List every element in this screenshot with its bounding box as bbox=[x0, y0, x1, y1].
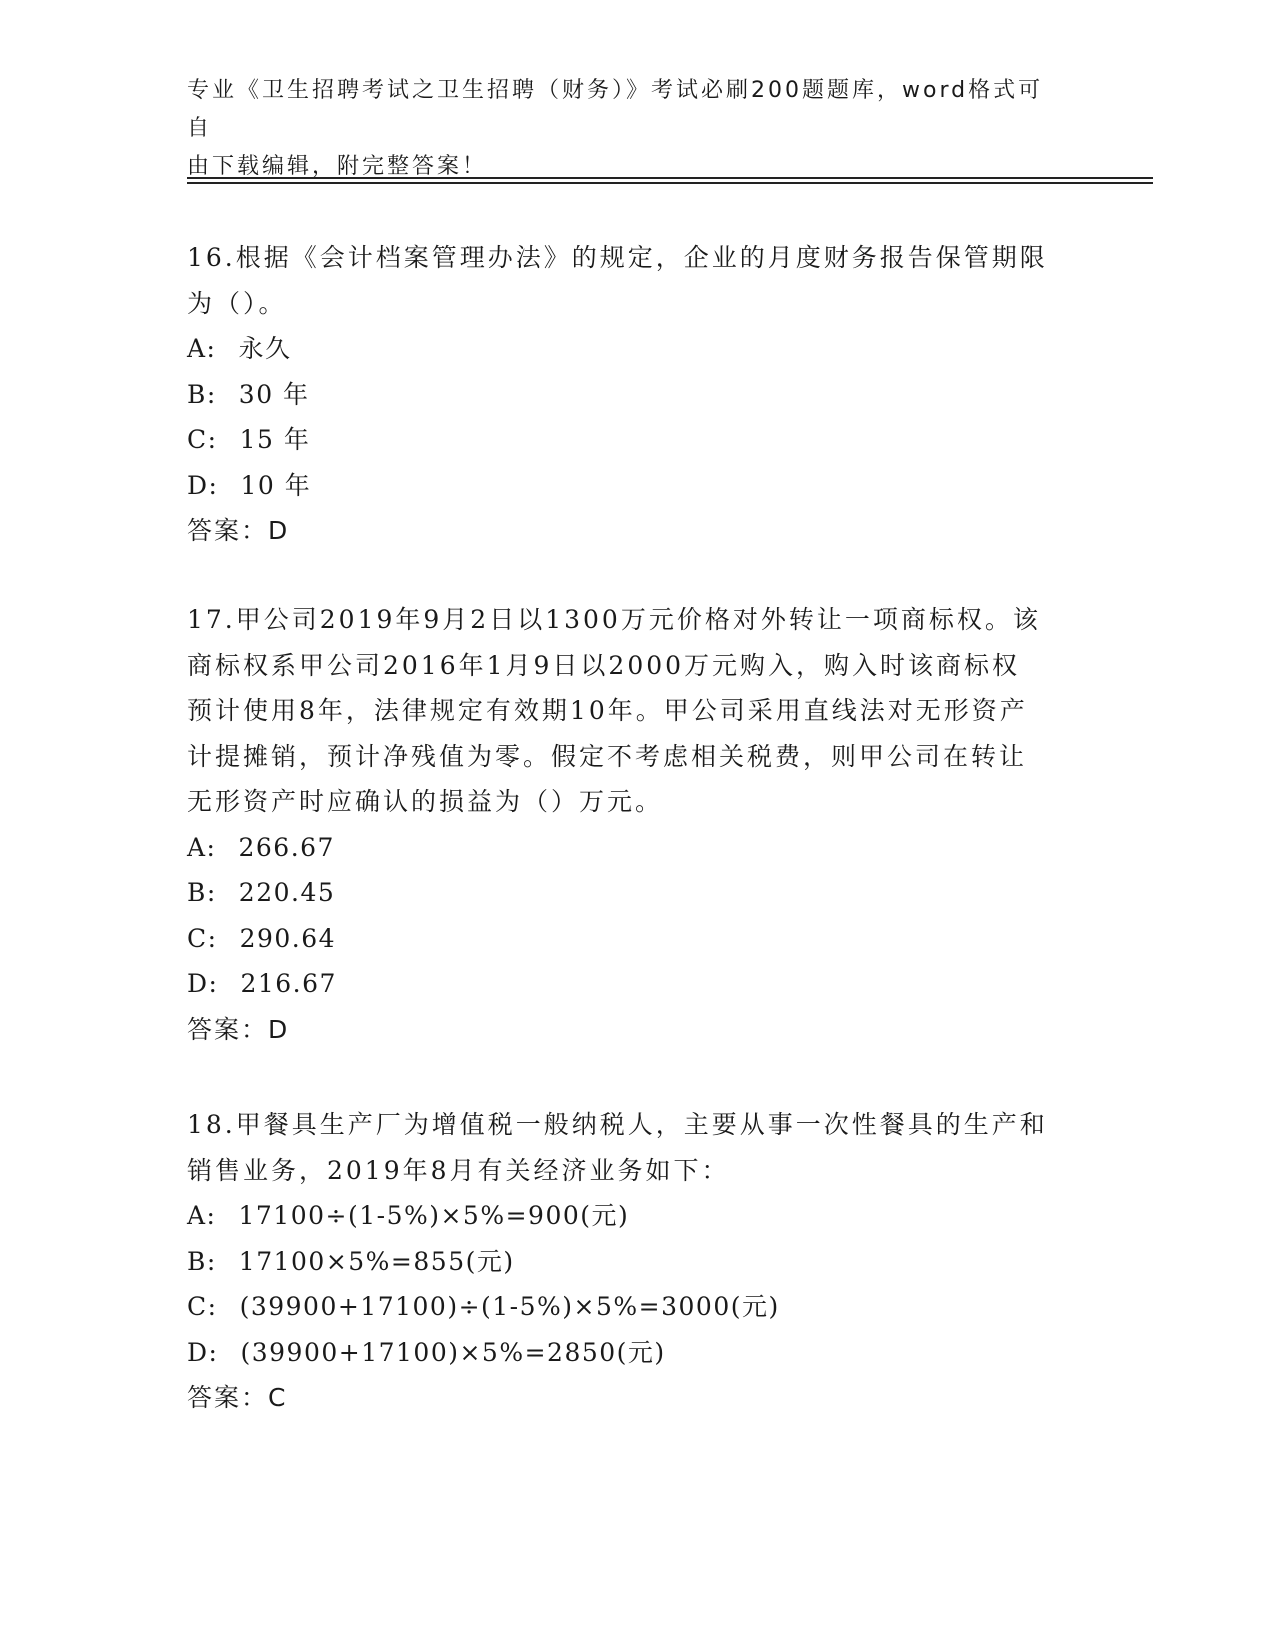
header-title-line-2: 由下载编辑，附完整答案！ bbox=[187, 154, 488, 179]
option-d bbox=[187, 1330, 1087, 1376]
option-text: (39900+17100)÷(1-5%)×5%=3000(元) bbox=[239, 1292, 780, 1321]
question-stem bbox=[187, 235, 1087, 326]
option-text: 216.67 bbox=[240, 969, 337, 998]
option-a bbox=[187, 825, 1087, 871]
option-a bbox=[187, 1193, 1087, 1239]
stem-line: 17.甲公司2019年9月2日以1300万元价格对外转让一项商标权。该 bbox=[187, 605, 1041, 634]
question-stem bbox=[187, 597, 1087, 825]
stem-line: 为（）。 bbox=[187, 288, 287, 318]
option-c bbox=[187, 417, 1087, 463]
option-letter: C: bbox=[187, 425, 218, 454]
option-letter: B: bbox=[187, 878, 217, 907]
header-divider-bottom bbox=[187, 182, 1153, 184]
answer-line: 答案：D bbox=[187, 516, 290, 545]
option-letter: A: bbox=[187, 1201, 217, 1230]
option-text: 290.64 bbox=[239, 923, 337, 953]
option-text: 30 年 bbox=[238, 379, 310, 409]
stem-line: 无形资产时应确认的损益为（）万元。 bbox=[187, 787, 664, 816]
option-text: 266.67 bbox=[238, 832, 335, 862]
stem-line: 销售业务，2019年8月有关经济业务如下： bbox=[187, 1155, 730, 1185]
option-c bbox=[187, 1284, 1087, 1330]
option-a bbox=[187, 326, 1087, 372]
option-letter: A: bbox=[187, 832, 217, 862]
stem-line: 18.甲餐具生产厂为增值税一般纳税人，主要从事一次性餐具的生产和 bbox=[187, 1110, 1048, 1139]
option-b bbox=[187, 870, 1087, 916]
question-stem bbox=[187, 1102, 1087, 1193]
header-divider-top bbox=[187, 177, 1153, 179]
header-title-line-1: 专业《卫生招聘考试之卫生招聘（财务）》考试必刷200题题库，word格式可自 bbox=[187, 78, 1044, 141]
option-d bbox=[187, 961, 1087, 1007]
option-text: 永久 bbox=[238, 334, 292, 363]
option-d bbox=[187, 463, 1087, 509]
stem-line: 16.根据《会计档案管理办法》的规定，企业的月度财务报告保管期限 bbox=[187, 243, 1048, 272]
option-text: 15 年 bbox=[239, 425, 311, 454]
stem-line: 商标权系甲公司2016年1月9日以2000万元购入，购入时该商标权 bbox=[187, 650, 1021, 680]
option-text: 17100÷(1-5%)×5%=900(元) bbox=[238, 1201, 630, 1230]
document-header bbox=[187, 72, 1067, 186]
option-text: 10 年 bbox=[240, 470, 312, 500]
answer-line: 答案：C bbox=[187, 1383, 288, 1412]
option-letter: A: bbox=[187, 334, 217, 363]
answer-line: 答案：D bbox=[187, 1014, 290, 1044]
option-letter: D: bbox=[187, 470, 219, 500]
option-c bbox=[187, 916, 1087, 962]
option-letter: B: bbox=[187, 379, 217, 409]
question-16 bbox=[187, 235, 1087, 554]
option-letter: B: bbox=[187, 1246, 217, 1276]
option-b bbox=[187, 1239, 1087, 1285]
option-text: (39900+17100)×5%=2850(元) bbox=[240, 1337, 666, 1367]
question-17 bbox=[187, 597, 1087, 1052]
option-text: 220.45 bbox=[238, 878, 336, 907]
option-text: 17100×5%=855(元) bbox=[238, 1246, 515, 1276]
option-letter: C: bbox=[187, 1292, 218, 1321]
option-b bbox=[187, 372, 1087, 418]
option-letter: D: bbox=[187, 969, 219, 998]
option-letter: D: bbox=[187, 1337, 219, 1367]
question-18 bbox=[187, 1102, 1087, 1421]
stem-line: 预计使用8年，法律规定有效期10年。甲公司采用直线法对无形资产 bbox=[187, 696, 1028, 725]
option-letter: C: bbox=[187, 923, 218, 953]
stem-line: 计提摊销，预计净残值为零。假定不考虑相关税费，则甲公司在转让 bbox=[187, 741, 1028, 771]
